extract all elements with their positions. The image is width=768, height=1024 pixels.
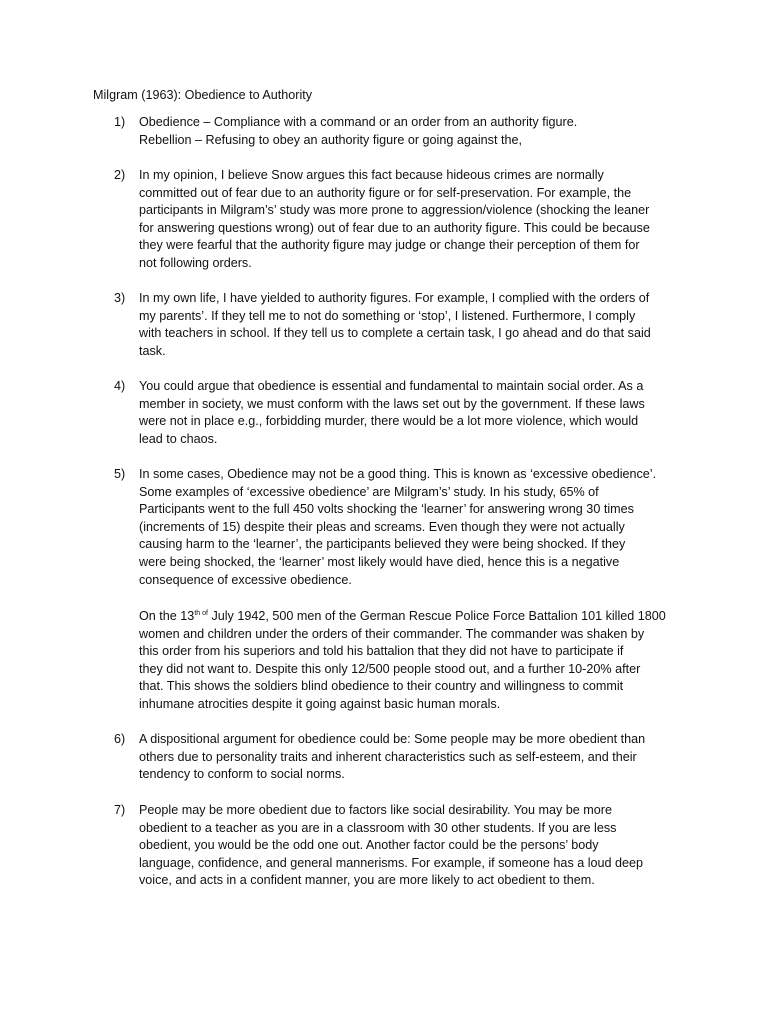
text-line: inhumane atrocities despite it going against basic human morals. (139, 696, 501, 711)
text-line: consequence of excessive obedience. (139, 572, 352, 587)
text-line: (increments of 15) despite their pleas and screams. Even though they were not actually (139, 519, 625, 534)
text-line: they were fearful that the authority figure may judge or change their perception of them for (139, 238, 640, 253)
text-line: were not in place e.g., forbidding murder, there would be a lot more violence, which would (139, 414, 639, 429)
document-title: Milgram (1963): Obedience to Authority (93, 88, 313, 102)
item-text (139, 731, 684, 784)
text-line: A dispositional argument for obedience could be: Some people may be more obedient than (139, 732, 646, 746)
text-line: Some examples of ‘excessive obedience’ are Milgram’s’ study. In his study, 65% of (139, 484, 599, 499)
text-line: were being shocked, the ‘learner’ most likely would have died, hence this is a negative (139, 554, 620, 569)
item-text (139, 167, 684, 273)
item-number: 1) (114, 115, 126, 129)
item-text (139, 114, 684, 149)
text-line: tendency to conform to social norms. (139, 767, 345, 782)
text-line: voice, and acts in a confident manner, you are more likely to act obedient to them. (139, 873, 595, 888)
text-line: with teachers in school. If they tell us to complete a certain task, I go ahead and do that said (139, 326, 651, 341)
item-number: 7) (114, 803, 126, 817)
text-line (139, 608, 684, 626)
text-line: that. This shows the soldiers blind obedience to their country and willingness to commit (139, 679, 624, 694)
text-line: others due to personality traits and inherent characteristics such as self-esteem, and their (139, 749, 637, 764)
text-line: member in society, we must conform with the laws set out by the government. If these laws (139, 396, 645, 411)
text-line: they did not want to. Despite this only 12/500 people stood out, and a further 10-20% after (139, 661, 641, 676)
item-text (139, 802, 684, 890)
item-number: 5) (114, 467, 126, 481)
text-line: obedient, you would be the odd one out. Another factor could be the persons’ body (139, 838, 599, 853)
text-line: task. (139, 343, 166, 358)
text-line: my parents’. If they tell me to not do something or ‘stop’, I listened. Furthermore, I comply (139, 308, 636, 323)
date-text: On the 13 (139, 609, 195, 623)
text-line: In my own life, I have yielded to authority figures. For example, I complied with the orders of (139, 291, 650, 305)
text-line: Obedience – Compliance with a command or an order from an authority figure. (139, 115, 578, 129)
text-line: lead to chaos. (139, 431, 218, 446)
text-line: Participants went to the full 450 volts shocking the ‘learner’ for answering wrong 30 times (139, 502, 634, 517)
text-continuation: July 1942, 500 men of the German Rescue Police Force Battalion 101 killed 1800 (207, 609, 666, 623)
text-line: You could argue that obedience is essential and fundamental to maintain social order. As a (139, 379, 644, 393)
item-number: 6) (114, 732, 126, 746)
text-line: People may be more obedient due to factors like social desirability. You may be more (139, 803, 612, 817)
text-line: not following orders. (139, 255, 252, 270)
text-line: Rebellion – Refusing to obey an authority figure or going against the, (139, 132, 522, 147)
item-text (139, 378, 684, 448)
item-number: 3) (114, 291, 126, 305)
text-line: for answering questions wrong) out of fear due to an authority figure. This could be because (139, 220, 650, 235)
item-text (139, 290, 684, 360)
text-line: obedient to a teacher as you are in a classroom with 30 other students. If you are less (139, 820, 617, 835)
text-line: In some cases, Obedience may not be a good thing. This is known as ‘excessive obedience’. (139, 467, 657, 481)
text-line: causing harm to the ‘learner’, the participants believed they were being shocked. If they (139, 537, 626, 552)
item-number: 4) (114, 379, 126, 393)
text-line: language, confidence, and general mannerisms. For example, if someone has a loud deep (139, 855, 644, 870)
text-line: committed out of fear due to an authority figure or for self-preservation. For example, the (139, 185, 632, 200)
item-text (139, 466, 684, 589)
text-line: In my opinion, I believe Snow argues this fact because hideous crimes are normally (139, 168, 604, 182)
ordinal-superscript: th of (194, 610, 208, 617)
text-line: this order from his superiors and told his battalion that they did not have to participate if (139, 644, 624, 659)
text-line: women and children under the orders of their commander. The commander was shaken by (139, 626, 645, 641)
item-text (139, 608, 684, 714)
text-line: participants in Milgram’s’ study was more prone to aggression/violence (shocking the leaner (139, 203, 650, 218)
item-number: 2) (114, 168, 126, 182)
